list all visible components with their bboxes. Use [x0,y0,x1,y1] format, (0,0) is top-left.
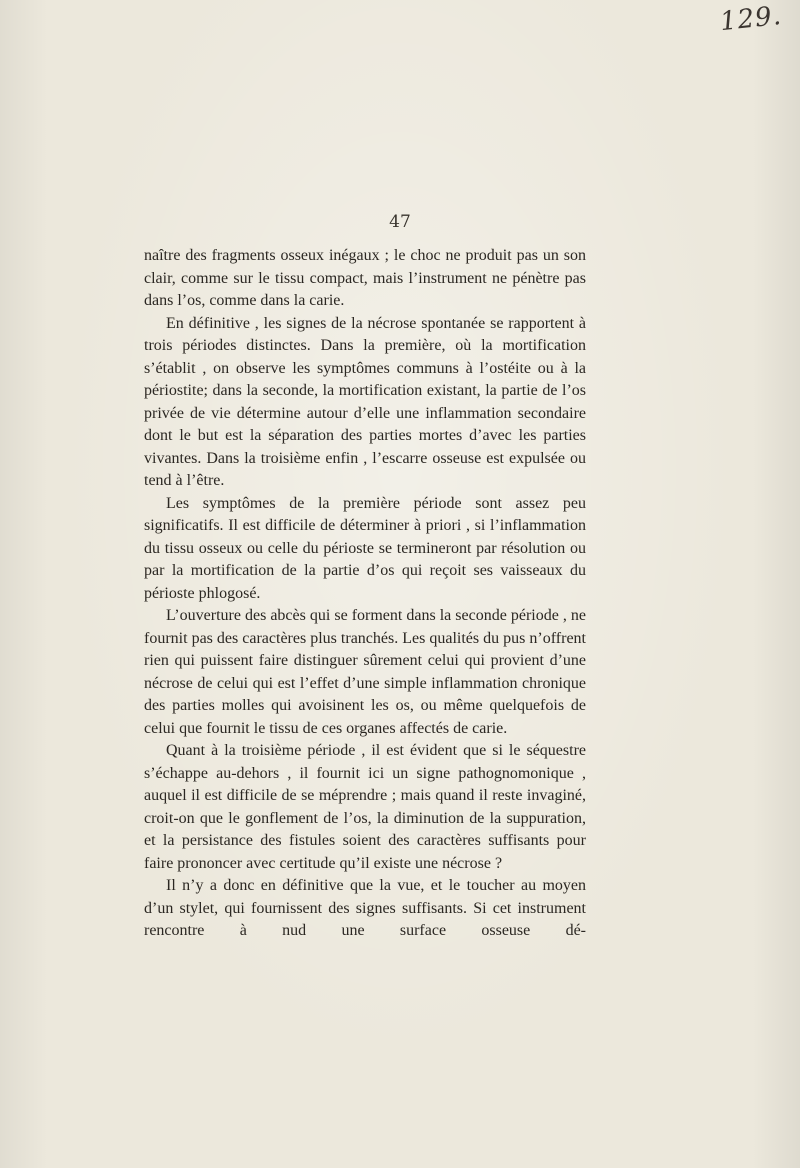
paragraph-3: Les symptômes de la première période sont assez peu significatifs. Il est difficile de déterminer à priori , si l’inflammation du tissu osseux ou celle du périoste se termineront par résolution ou par la mortification de la partie d’os qui reçoit ses vaisseaux du périoste phlogosé. [144,494,586,602]
paragraph-6: Il n’y a donc en définitive que la vue, et le toucher au moyen d’un stylet, qui fournissent des signes suffisants. Si cet instrument rencontre à nud une surface osseuse dé- [144,877,586,939]
page-number: 47 [389,212,411,232]
handwritten-folio-number: 129. [718,0,784,38]
paragraph-1: naître des fragments osseux inégaux ; le choc ne produit pas un son clair, comme sur le tissu compact, mais l’instrument ne pénètre pas dans l’os, comme dans la carie. [144,247,586,309]
paragraph-5: Quant à la troisième période , il est évident que si le séquestre s’échappe au-dehors , il fournit ici un signe pathognomonique , auquel il est difficile de se méprendre ; mais quand il reste invaginé, croit-on que le gonflement de l’os, la diminution de la suppuration, et la persistance des fistules soient des caractères suffisants pour faire prononcer avec certitude qu’il existe une nécrose ? [144,742,586,872]
body-text [144,245,586,943]
paragraph-4: L’ouverture des abcès qui se forment dans la seconde période , ne fournit pas des caractères plus tranchés. Les qualités du pus n’offrent rien qui puissent faire distinguer sûrement celui qui provient d’une nécrose de celui qui est l’effet d’une simple inflammation chronique des parties molles qui avoisinent les os, ou même quelquefois de celui que fournit le tissu de ces organes affectés de carie. [144,607,586,737]
paragraph-2: En définitive , les signes de la nécrose spontanée se rapportent à trois périodes distinctes. Dans la première, où la mortification s’établit , on observe les symptômes communs à l’ostéite ou à la périostite; dans la seconde, la mortification existant, la partie de l’os privée de vie détermine autour d’elle une inflammation secondaire dont le but est la séparation des parties mortes d’avec les parties vivantes. Dans la troisième enfin , l’escarre osseuse est expulsée ou tend à l’être. [144,314,586,489]
